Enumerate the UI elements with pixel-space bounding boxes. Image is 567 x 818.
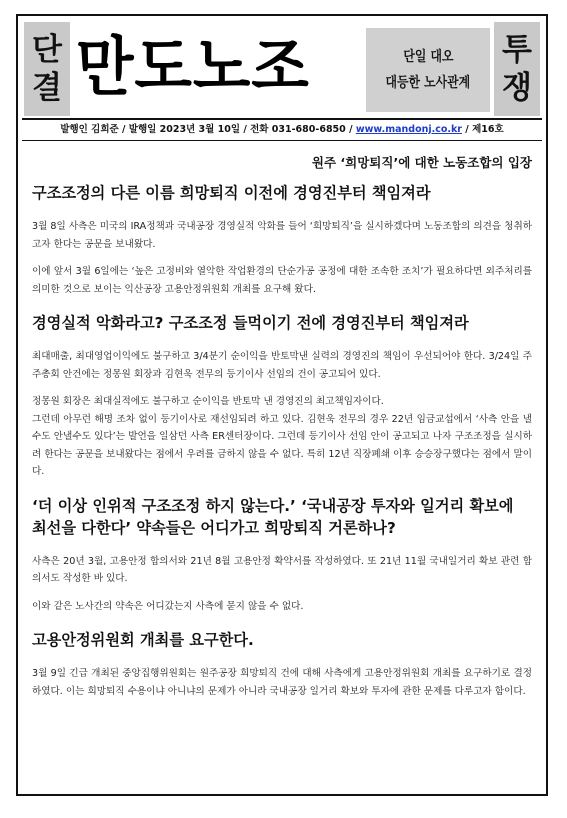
paragraph: 정몽원 회장은 최대실적에도 불구하고 순이익을 반토막 낸 경영진의 최고책임자이다. 그런데 아무런 해명 조차 없이 등기이사로 재선임되려 하고 있다. 김현욱 전무의 경우 22년 임금교섭에서 ‘사측 안을 낼수도 안낼수도 있다’는 발언을 일삼던 사측 ER센터장이다. 그런데 등기이사 선임 안이 공고되고 나자 구조조정을 실시하려 한다는 공문을 보내왔다는 점에서 우려를 금하지 않을 수 없다. 특히 12년 직장폐쇄 이후 승승장구했다는 점에서 말이다.	[32, 396, 532, 477]
right-slogan-box	[494, 22, 540, 116]
section-heading: 고용안정위원회 개최를 요구한다.	[32, 631, 254, 649]
paragraph: 이에 앞서 3월 6일에는 ‘높은 고정비와 열악한 작업환경의 단순가공 공정에 대한 조속한 조치’가 필요하다면 외주처리를 의미한 것으로 보이는 익산공장 고용안정위원회 개최를 요구해 왔다.	[32, 266, 532, 295]
right-slogan-char: 투	[502, 32, 532, 68]
section-heading: ‘더 이상 인위적 구조조정 하지 않는다.’ ‘국내공장 투자와 일거리 확보에 최선을 다한다’ 약속들은 어디가고 희망퇴직 거론하나?	[32, 496, 514, 537]
paragraph: 3월 8일 사측은 미국의 IRA정책과 국내공장 경영실적 악화를 들어 ‘희망퇴직’을 실시하겠다며 노동조합의 의견을 청취하고자 한다는 공문을 보내왔다.	[32, 221, 532, 250]
newsletter-frame	[16, 14, 548, 796]
section-heading: 구조조정의 다른 이름 희망퇴직 이전에 경영진부터 책임져라	[32, 184, 431, 202]
slogan-line: 대등한 노사관계	[385, 75, 471, 91]
masthead	[24, 22, 540, 116]
publication-info-prefix: 발행인 김희준 / 발행일 2023년 3월 10일 / 전화 031-680-6850 /	[60, 124, 356, 135]
section-heading: 경영실적 악화라고? 구조조정 들먹이기 전에 경영진부터 책임져라	[32, 314, 469, 332]
paragraph: 3월 9일 긴급 개최된 중앙집행위원회는 원주공장 희망퇴직 건에 대해 사측에게 고용안정위원회 개최를 요구하기로 결정하였다. 이는 희망퇴직 수용이냐 아니냐의 문제가 아니라 국내공장 일거리 확보와 투자에 관한 문제를 다루고자 함이다.	[32, 668, 532, 697]
left-slogan-char: 결	[32, 70, 62, 106]
publication-info	[22, 122, 542, 138]
divider	[22, 118, 542, 120]
divider	[22, 140, 542, 141]
paragraph: 사측은 20년 3월, 고용안정 합의서와 21년 8월 고용안정 확약서를 작성하였다. 또 21년 11월 국내일거리 확보 관련 합의서도 작성한 바 있다.	[32, 555, 532, 584]
website-link[interactable]: www.mandonj.co.kr	[355, 124, 462, 135]
newsletter-title: 만도노조	[76, 30, 310, 105]
left-slogan-box	[24, 22, 70, 116]
right-slogan-char: 쟁	[502, 70, 532, 106]
slogan-line: 단일 대오	[402, 49, 454, 65]
article	[32, 148, 532, 700]
center-slogan-box	[366, 28, 490, 112]
issue-number: / 제16호	[462, 124, 504, 135]
paragraph: 이와 같은 노사간의 약속은 어디갔는지 사측에 묻지 않을 수 없다.	[32, 600, 304, 612]
left-slogan-char: 단	[32, 32, 62, 68]
paragraph: 최대매출, 최대영업이익에도 불구하고 3/4분기 순이익을 반토막낸 실력의 경영진의 책임이 우선되어야 한다. 3/24일 주주총회 안건에는 정몽원 회장과 김현욱 전무의 등기이사 선임의 건이 공고되어 있다.	[32, 351, 532, 380]
article-subtitle: 원주 ‘희망퇴직’에 대한 노동조합의 입장	[311, 155, 532, 170]
